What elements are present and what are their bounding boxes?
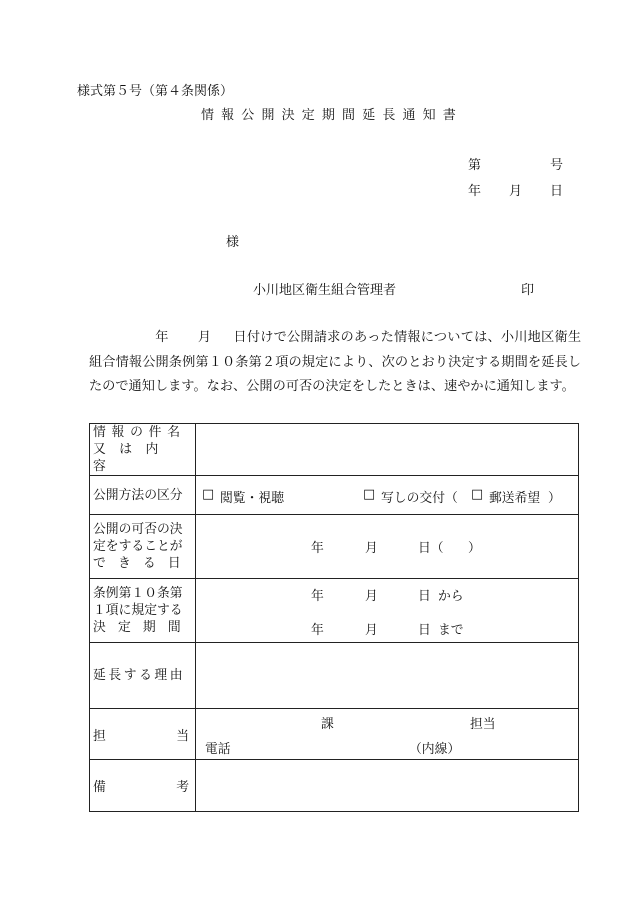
doc-date-year: 年 xyxy=(468,184,482,199)
label-decision-line1: 公開の可否の決 xyxy=(93,522,183,537)
decision-year: 年 xyxy=(311,541,324,556)
option-copy-label: 写しの交付（ xyxy=(381,491,458,506)
row-period xyxy=(90,579,579,643)
period-year1: 年 xyxy=(311,589,324,604)
period-year2: 年 xyxy=(311,623,324,638)
subject-field[interactable] xyxy=(196,424,579,476)
form-table xyxy=(89,423,579,812)
doc-number-prefix: 第 xyxy=(468,158,482,173)
label-decision-line3: できる日 xyxy=(93,556,193,571)
form-number: 様式第５号（第４条関係） xyxy=(77,84,234,99)
label-decision-date xyxy=(90,515,196,579)
checkbox-mail[interactable]: □ xyxy=(471,487,484,502)
option-mail-label: 郵送希望 xyxy=(489,491,541,506)
label-subject xyxy=(90,424,196,476)
reason-field[interactable] xyxy=(196,643,579,709)
contact-phone: 電話 xyxy=(205,742,231,757)
decision-month: 月 xyxy=(365,541,378,556)
period-field[interactable] xyxy=(196,579,579,643)
label-subject-line2: 又は内容 xyxy=(93,442,172,474)
sender-name: 小川地区衛生組合管理者 xyxy=(253,283,397,298)
contact-extension: （内線） xyxy=(409,742,461,757)
addressee-sama: 様 xyxy=(226,235,240,250)
doc-number-suffix: 号 xyxy=(550,158,564,173)
row-contact xyxy=(90,709,579,760)
checkbox-view[interactable]: □ xyxy=(202,487,215,502)
label-reason: 延長する理由 xyxy=(90,643,196,709)
label-period-line2: １項に規定する xyxy=(93,603,183,618)
option-view-label: 閲覧・視聴 xyxy=(220,491,284,506)
decision-date-field[interactable] xyxy=(196,515,579,579)
period-from: から xyxy=(438,589,464,604)
row-reason xyxy=(90,643,579,709)
row-remarks xyxy=(90,760,579,812)
label-contact-right: 当 xyxy=(176,728,189,744)
row-method xyxy=(90,476,579,515)
body-paragraph xyxy=(89,326,581,400)
body-month: 月 xyxy=(197,330,212,345)
remarks-field[interactable] xyxy=(196,760,579,812)
period-month2: 月 xyxy=(365,623,378,638)
period-day1: 日 xyxy=(418,589,431,604)
period-month1: 月 xyxy=(365,589,378,604)
label-remarks-left: 備 xyxy=(93,780,106,795)
label-contact xyxy=(90,709,196,760)
document-title: 情報公開決定期間延長通知書 xyxy=(201,108,463,123)
body-year: 年 xyxy=(155,330,169,345)
row-decision-date xyxy=(90,515,579,579)
label-method: 公開方法の区分 xyxy=(90,476,196,515)
label-period-line3: 決定期間 xyxy=(93,620,193,635)
doc-date-day: 日 xyxy=(550,184,564,199)
option-close-paren: ） xyxy=(548,491,561,506)
label-subject-line1: 情報の件名 xyxy=(93,425,186,440)
period-until: まで xyxy=(438,623,464,638)
label-remarks-right: 考 xyxy=(176,780,189,795)
method-field xyxy=(196,476,579,515)
row-subject xyxy=(90,424,579,476)
decision-close: ） xyxy=(468,541,481,556)
period-day2: 日 xyxy=(418,623,431,638)
checkbox-copy[interactable]: □ xyxy=(363,487,376,502)
seal-mark: 印 xyxy=(521,283,535,298)
contact-field[interactable] xyxy=(196,709,579,760)
label-contact-left: 担 xyxy=(93,728,106,744)
label-period-line1: 条例第１０条第 xyxy=(93,586,183,601)
label-remarks xyxy=(90,760,196,812)
decision-day: 日（ xyxy=(418,541,444,556)
body-text: 日付けで公開請求のあった情報については、小川地区衛生組合情報公開条例第１０条第２項の規定により、次のとおり決定する期間を延長したので通知します。なお、公開の可否の決定をしたときは、速やかに通知します。 xyxy=(89,330,582,394)
contact-tantou: 担当 xyxy=(470,717,496,732)
doc-date-month: 月 xyxy=(509,184,523,199)
label-period xyxy=(90,579,196,643)
contact-ka: 課 xyxy=(321,717,334,732)
label-decision-line2: 定をすることが xyxy=(93,539,183,554)
